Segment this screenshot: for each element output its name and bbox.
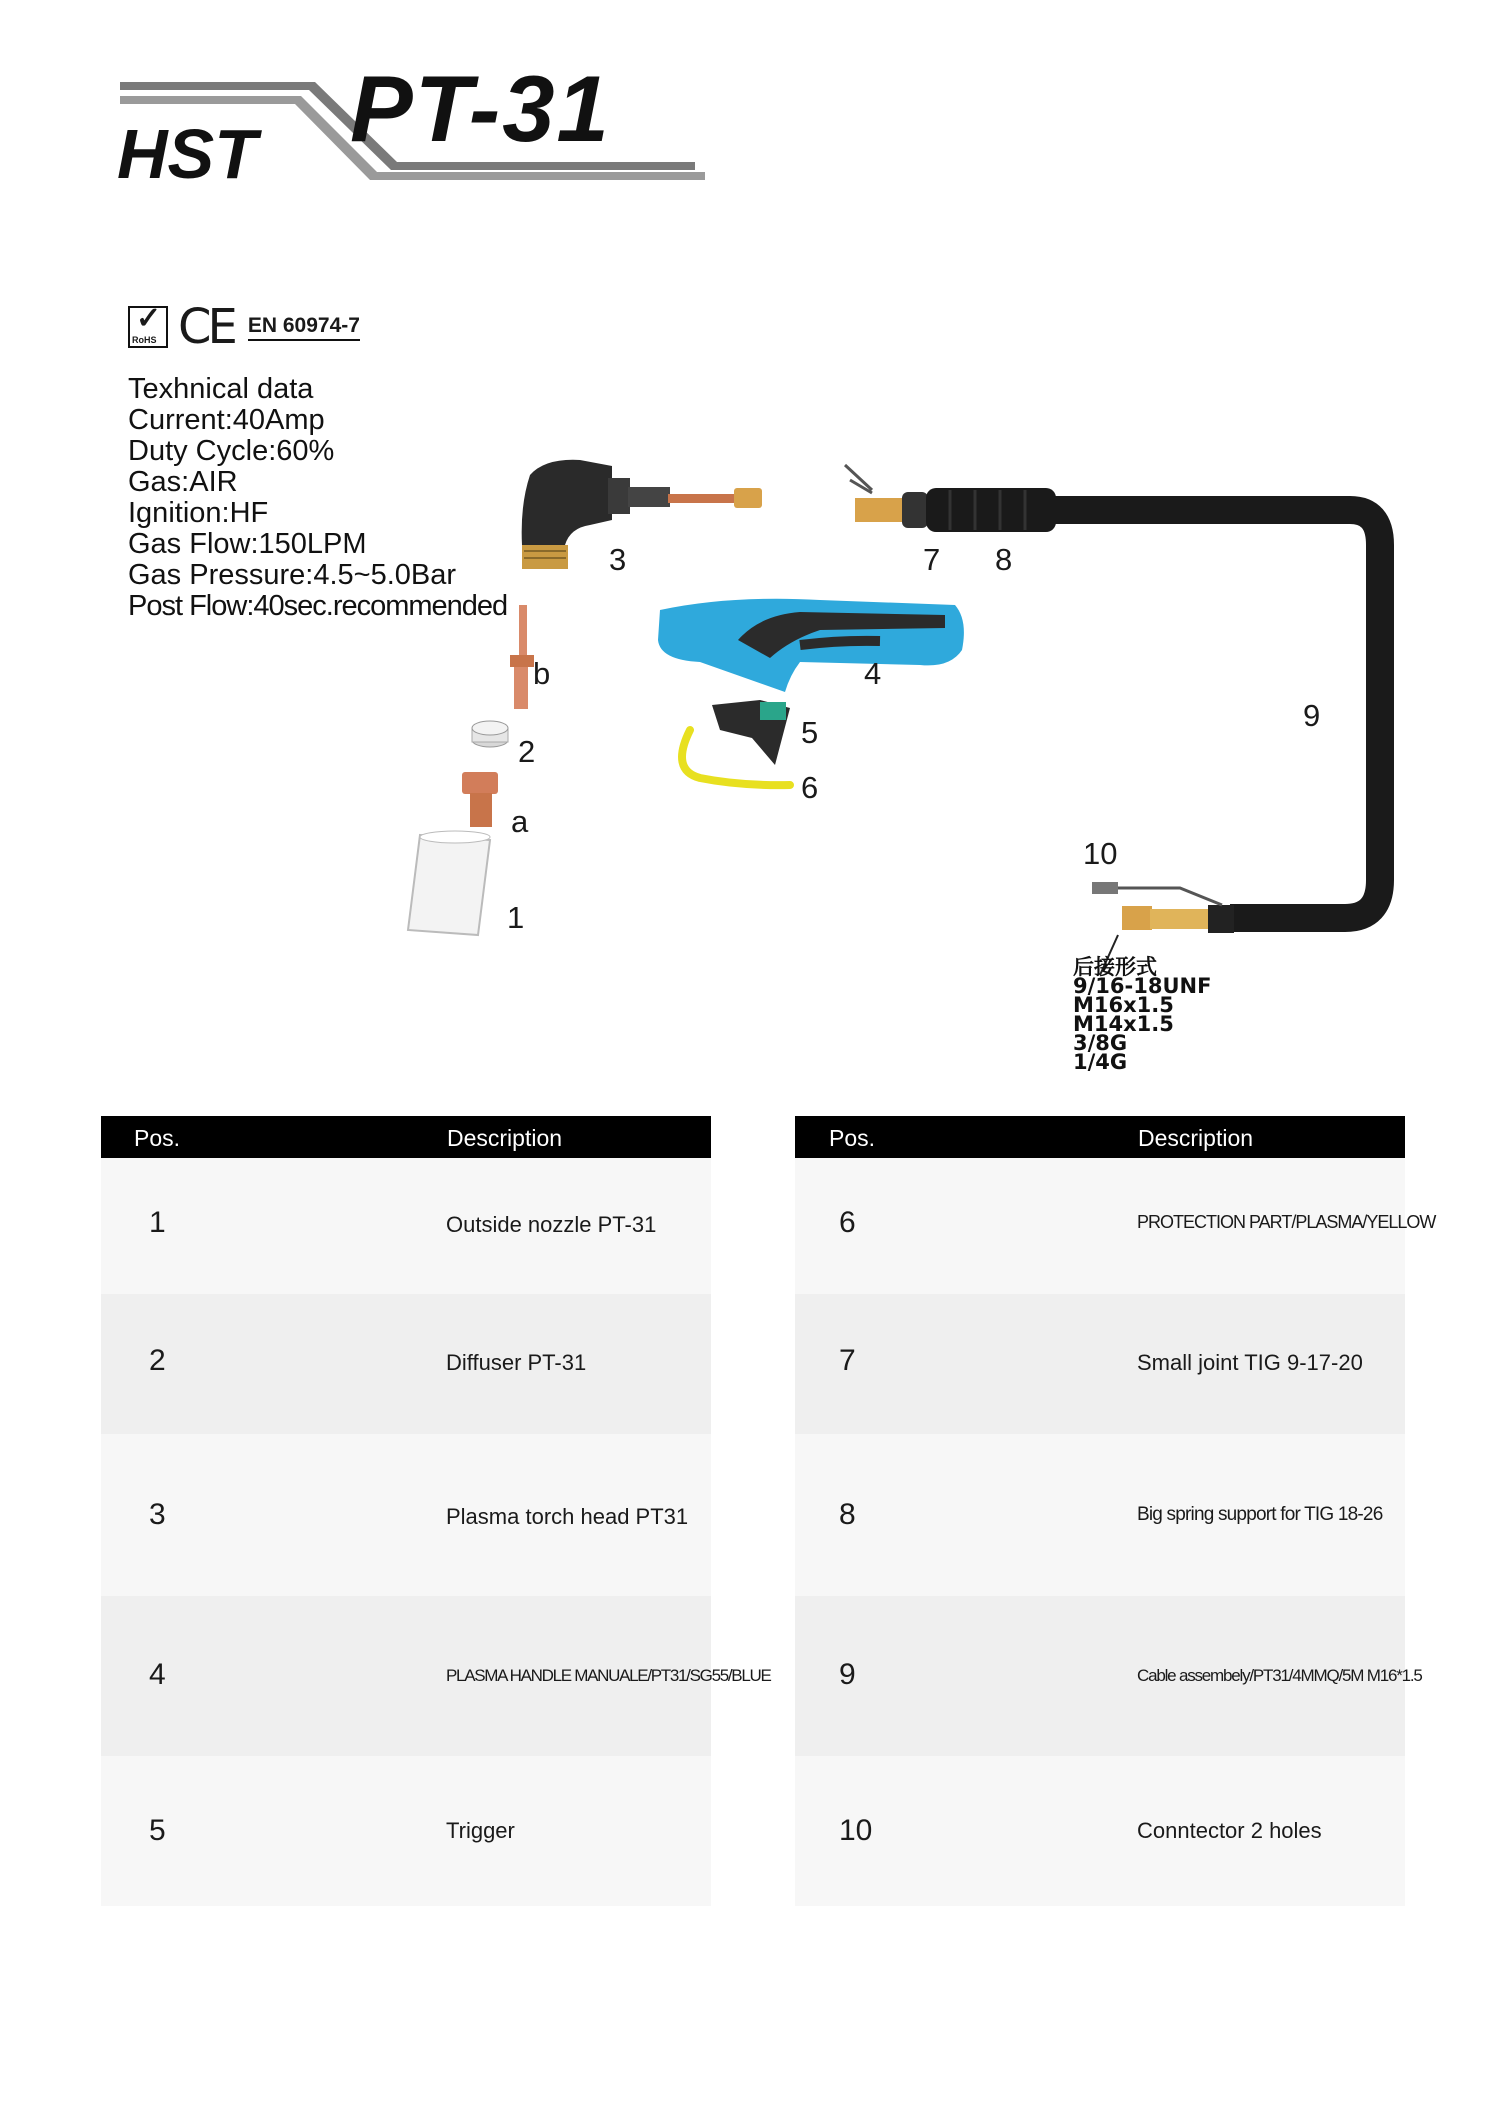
trigger-illustration xyxy=(712,700,790,765)
technical-data-title: Texhnical data xyxy=(128,373,314,405)
diagram-label-b: b xyxy=(533,656,551,691)
table-row xyxy=(101,1294,711,1434)
diagram-label-7: 7 xyxy=(923,542,941,577)
pos-header: Pos. xyxy=(829,1125,876,1151)
description-cell: Diffuser PT-31 xyxy=(446,1350,587,1375)
rear-fittings-list xyxy=(1073,955,1212,1074)
diagram-label-1: 1 xyxy=(507,900,525,935)
tech-gas: Gas:AIR xyxy=(128,466,238,498)
description-cell: Small joint TIG 9-17-20 xyxy=(1137,1350,1363,1375)
table-row xyxy=(101,1158,711,1294)
hst-logo-text: HST xyxy=(117,115,257,185)
diagram-label-6: 6 xyxy=(801,770,819,805)
pos-cell: 4 xyxy=(149,1658,166,1691)
diagram-label-9: 9 xyxy=(1303,698,1321,733)
pos-cell: 2 xyxy=(149,1344,166,1377)
table-row xyxy=(795,1158,1436,1294)
parts-table-left xyxy=(101,1116,771,1906)
description-header: Description xyxy=(447,1125,563,1151)
pos-cell: 9 xyxy=(839,1658,856,1691)
electrode-illustration xyxy=(510,605,534,709)
table-header xyxy=(795,1116,1405,1158)
pos-cell: 7 xyxy=(839,1344,856,1377)
diagram-label-5: 5 xyxy=(801,715,819,750)
rear-fitting-item: 3/8G xyxy=(1073,1031,1128,1055)
exploded-diagram xyxy=(0,440,1500,1100)
description-cell: Plasma torch head PT31 xyxy=(446,1504,689,1529)
ce-mark: CE xyxy=(178,299,234,355)
description-cell: PROTECTION PART/PLASMA/YELLOW xyxy=(1137,1212,1436,1232)
table-row xyxy=(101,1434,711,1596)
diagram-label-3: 3 xyxy=(609,542,627,577)
table-row xyxy=(795,1756,1405,1906)
description-cell: Trigger xyxy=(446,1818,515,1843)
table-row xyxy=(101,1596,771,1756)
pos-cell: 8 xyxy=(839,1498,856,1531)
diagram-label-10: 10 xyxy=(1083,836,1118,871)
description-header: Description xyxy=(1138,1125,1254,1151)
rear-fitting-item: 9/16-18UNF xyxy=(1073,974,1212,998)
model-title: PT-31 xyxy=(350,56,611,161)
tip-illustration xyxy=(462,772,498,827)
parts-table-right xyxy=(795,1116,1436,1906)
diagram-label-a: a xyxy=(511,804,529,839)
description-cell: Outside nozzle PT-31 xyxy=(446,1212,657,1237)
diagram-label-8: 8 xyxy=(995,542,1013,577)
handle-illustration xyxy=(658,599,964,692)
torch-head-illustration xyxy=(522,460,762,569)
certification-marks xyxy=(128,299,360,355)
rear-fitting-item: M16x1.5 xyxy=(1073,993,1174,1017)
tech-ignition: Ignition:HF xyxy=(128,497,269,529)
pos-cell: 6 xyxy=(839,1206,856,1239)
tech-gas-flow: Gas Flow:150LPM xyxy=(128,528,367,560)
rohs-badge xyxy=(128,302,168,348)
table-row xyxy=(795,1596,1422,1756)
rear-fittings-title: 后接形式 xyxy=(1073,955,1157,979)
pos-cell: 3 xyxy=(149,1498,166,1531)
rear-fitting-item: 1/4G xyxy=(1073,1050,1128,1074)
diagram-label-2: 2 xyxy=(518,734,536,769)
tech-duty-cycle: Duty Cycle:60% xyxy=(128,435,335,467)
table-header xyxy=(101,1116,711,1158)
description-cell: Cable assembely/PT31/4MMQ/5M M16*1.5 xyxy=(1137,1666,1422,1685)
pos-cell: 1 xyxy=(149,1206,166,1239)
rear-fitting-item: M14x1.5 xyxy=(1073,1012,1174,1036)
tech-gas-pressure: Gas Pressure:4.5~5.0Bar xyxy=(128,559,457,591)
pos-cell: 10 xyxy=(839,1814,873,1847)
diagram-label-4: 4 xyxy=(864,656,882,691)
nozzle-illustration xyxy=(408,831,490,935)
description-cell: PLASMA HANDLE MANUALE/PT31/SG55/BLUE xyxy=(446,1666,771,1685)
description-cell: Conntector 2 holes xyxy=(1137,1818,1322,1843)
tech-post-flow: Post Flow:40sec.recommended xyxy=(128,590,508,622)
rear-connector-illustration xyxy=(845,465,1056,532)
diffuser-illustration xyxy=(472,721,508,747)
pos-header: Pos. xyxy=(134,1125,181,1151)
table-row xyxy=(795,1434,1405,1596)
table-row xyxy=(101,1756,711,1906)
rohs-label: RoHS xyxy=(132,335,157,345)
standard-label: EN 60974-7 xyxy=(248,314,360,341)
pos-cell: 5 xyxy=(149,1814,166,1847)
table-row xyxy=(795,1294,1405,1434)
description-cell: Big spring support for TIG 18-26 xyxy=(1137,1504,1383,1525)
checkmark-icon: ✓ xyxy=(136,302,162,335)
tech-current: Current:40Amp xyxy=(128,404,325,436)
